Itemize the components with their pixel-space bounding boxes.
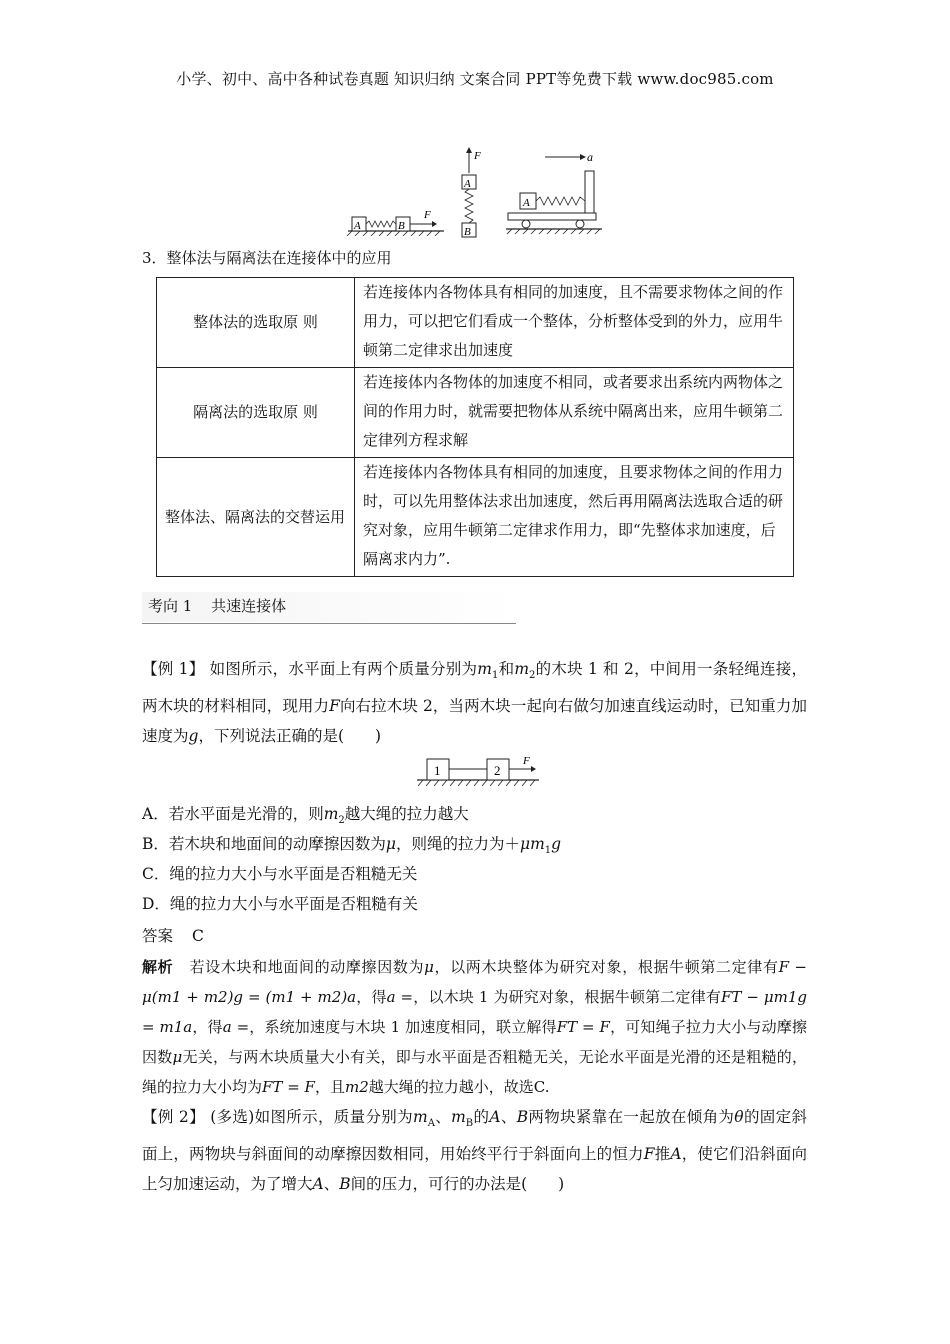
stem-text: 间的压力，可行的办法是( ) — [350, 1175, 565, 1194]
analysis-text: ，得 — [356, 988, 387, 1006]
subscript: 1 — [491, 670, 499, 682]
subscript: 2 — [338, 815, 345, 827]
var-m: m — [477, 660, 492, 678]
method-table — [156, 277, 794, 577]
analysis-label: 解析 — [142, 958, 174, 976]
example2-stem — [142, 1102, 807, 1199]
var-theta: θ — [734, 1108, 744, 1126]
equation: a = — [222, 1018, 250, 1036]
option-text: B．若木块和地面间的动摩擦因数为 — [142, 835, 386, 853]
force-f-label: F — [474, 150, 481, 162]
example1-figure — [415, 752, 545, 788]
subscript: 2 — [529, 670, 536, 682]
var-b: B — [339, 1175, 351, 1194]
equation: a = — [386, 988, 414, 1006]
var-f: F — [643, 1145, 655, 1164]
var-a: A — [670, 1145, 682, 1164]
topic-heading — [142, 595, 286, 616]
equation: F − μ(m1 + m2)g = (m1 + m2)a — [142, 958, 807, 1006]
table-row — [157, 458, 794, 577]
stem-text: 的固定斜面上，两物块与斜面间的动摩擦因数相同，用始终平行于斜面向上的恒力 — [142, 1108, 807, 1164]
option-b — [142, 832, 561, 856]
answer-line — [142, 924, 204, 946]
var-a: A — [312, 1175, 324, 1194]
block-a-label: A — [523, 197, 530, 209]
example1-tag: 【例 1】 — [142, 660, 205, 678]
analysis-text: ，得 — [192, 1018, 223, 1036]
horizontal-spring-diagram — [347, 209, 444, 236]
page-header: 小学、初中、高中各种试卷真题 知识归纳 文案合同 PPT等免费下载 www.doc985.com — [176, 70, 774, 88]
method-desc: 若连接体内各物体的加速度不相同，或者要求出系统内两物体之间的作用力时，就需要把物体从系统中隔离出来，应用牛顿第二定律列方程求解 — [355, 368, 794, 458]
topic-label: 考向 1 — [148, 597, 193, 615]
block-a-label: A — [354, 220, 361, 232]
var-m: m — [514, 660, 530, 678]
var-b: B — [516, 1108, 529, 1126]
stem-text: 的木块 1 和 2，中间用一条轻绳连接，两木块的材料相同，现用力 — [142, 660, 807, 716]
table-row — [157, 368, 794, 458]
analysis-text: ，系统加速度与木块 1 加速度相同，联立解得 — [249, 1018, 557, 1036]
answer-label: 答案 — [142, 927, 174, 945]
analysis-text: 若设木块和地面间的动摩擦因数为 — [189, 958, 425, 976]
option-a — [142, 802, 469, 826]
subscript: 1 — [544, 845, 552, 857]
stem-text: 、 — [500, 1108, 517, 1126]
answer-value: C — [191, 927, 204, 945]
equation: FT = F — [262, 1078, 315, 1096]
var-g: g — [551, 835, 562, 853]
stem-text: 推 — [654, 1145, 671, 1164]
var-mu-m: μm — [520, 835, 545, 853]
var-mu: μ — [172, 1048, 183, 1066]
stem-text: 如图所示，水平面上有两个质量分别为 — [209, 660, 478, 678]
option-text: ，则绳的拉力为＋ — [395, 835, 520, 853]
stem-text: 、 — [434, 1108, 452, 1126]
stem-text: 向右拉木块 2，当两木块一起向右做匀加速直线运动时，已知重力加速度为 — [142, 697, 807, 746]
block-b-label: B — [464, 226, 471, 238]
var-a: A — [489, 1108, 501, 1126]
stem-text: 和 — [498, 660, 515, 678]
var-m: m — [451, 1108, 466, 1126]
option-c: C．绳的拉力大小与水平面是否粗糙无关 — [142, 865, 418, 883]
equation: FT = F — [556, 1018, 610, 1036]
stem-text: ，使它们沿斜面向上匀加速运动，为了增大 — [142, 1145, 807, 1194]
block-a-label: A — [464, 178, 471, 190]
force-f-label: F — [424, 209, 431, 221]
subscript: A — [427, 1118, 435, 1130]
block-b-label: B — [398, 220, 405, 232]
subscript: B — [465, 1118, 474, 1130]
var-m2: m2 — [344, 1078, 369, 1096]
stem-text: (多选)如图所示，质量分别为 — [210, 1108, 413, 1126]
var-mu: μ — [424, 958, 434, 976]
method-name: 整体法的选取原 则 — [157, 278, 355, 368]
stem-text: 两物块紧靠在一起放在倾角为 — [528, 1108, 735, 1126]
analysis-text: 无关，与两木块质量大小有关，即与水平面是否粗糙无关，无论水平面是光滑的还是粗糙的，绳的拉力大小均为 — [142, 1048, 807, 1096]
analysis-text: ，可知绳子拉力大小与动摩擦因数 — [142, 1018, 807, 1066]
var-m: m — [412, 1108, 428, 1126]
method-name: 隔离法的选取原 则 — [157, 368, 355, 458]
analysis-text: 越大绳的拉力越小，故选C. — [368, 1078, 550, 1096]
var-g: g — [188, 727, 199, 746]
connected-bodies-figure — [340, 145, 610, 240]
force-f-label: F — [523, 755, 530, 767]
var-m: m — [323, 805, 339, 823]
method-name: 整体法、隔离法的交替运用 — [157, 458, 355, 577]
stem-text: 的 — [473, 1108, 490, 1126]
acceleration-a-label: a — [587, 150, 593, 164]
method-desc: 若连接体内各物体具有相同的加速度，且不需要求物体之间的作用力，可以把它们看成一个整体，分析整体受到的外力，应用牛顿第二定律求出加速度 — [355, 278, 794, 368]
method-desc: 若连接体内各物体具有相同的加速度，且要求物体之间的作用力时，可以先用整体法求出加速度，然后再用隔离法选取合适的研究对象，应用牛顿第二定律求作用力，即“先整体求加速度，后隔离求内力”. — [355, 458, 794, 577]
stem-text: ，下列说法正确的是( ) — [198, 727, 382, 746]
equation: FT − μm1g = m1a — [142, 988, 807, 1036]
analysis-text: ，以两木块整体为研究对象，根据牛顿第二定律有 — [433, 958, 779, 976]
analysis — [142, 952, 807, 1102]
option-d: D．绳的拉力大小与水平面是否粗糙有关 — [142, 895, 418, 913]
example1-stem — [142, 654, 807, 751]
topic-title: 共速连接体 — [211, 597, 287, 615]
var-mu: μ — [385, 835, 396, 853]
section-title: 3．整体法与隔离法在连接体中的应用 — [142, 249, 392, 267]
option-text: A．若水平面是光滑的，则 — [142, 805, 324, 823]
stem-text: 、 — [323, 1175, 340, 1194]
block-2-label: 2 — [494, 763, 501, 778]
analysis-text: ，以木块 1 为研究对象，根据牛顿第二定律有 — [413, 988, 721, 1006]
analysis-text: ，且 — [314, 1078, 345, 1096]
table-row — [157, 278, 794, 368]
example2-tag: 【例 2】 — [142, 1108, 205, 1126]
option-text: 越大绳的拉力越大 — [344, 805, 469, 823]
cart-spring-diagram — [506, 150, 602, 234]
vertical-spring-diagram — [462, 147, 481, 238]
var-f: F — [329, 697, 340, 716]
block-1-label: 1 — [434, 763, 441, 778]
